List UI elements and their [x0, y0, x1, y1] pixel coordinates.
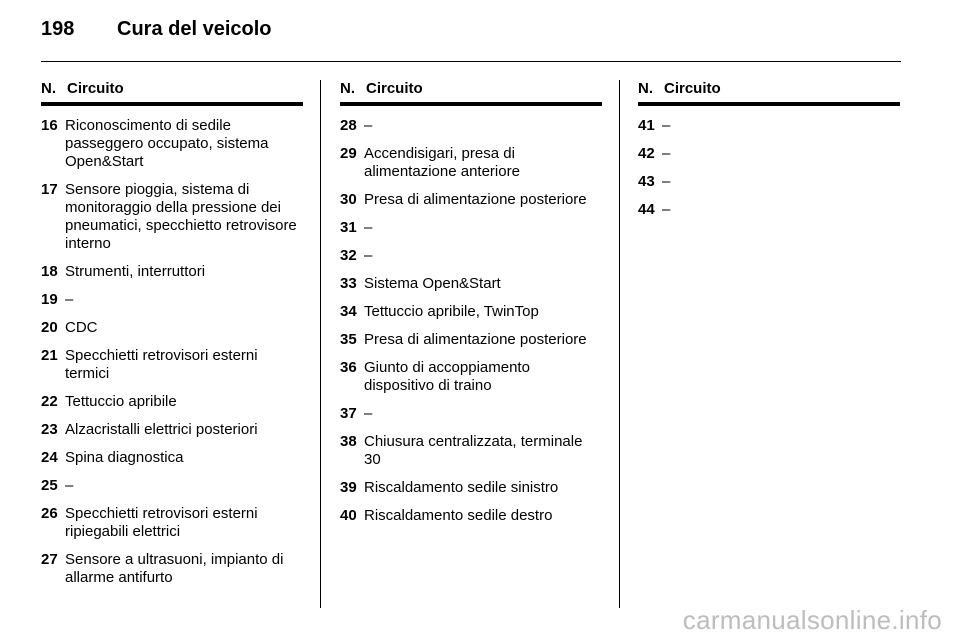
fuse-number: 30 — [340, 191, 357, 208]
fuse-number: 24 — [41, 449, 58, 466]
circuit-description: Strumenti, interruttori — [65, 263, 206, 280]
header-number-label: N. — [638, 80, 653, 97]
circuit-description: Specchietti retrovisori esterni ripiegabili elettrici — [65, 505, 258, 540]
fuse-column-1 — [41, 80, 303, 597]
fuse-number: 27 — [41, 551, 58, 568]
circuit-description: – — [662, 201, 671, 218]
circuit-description: Chiusura centralizzata, terminale 30 — [364, 433, 583, 468]
fuse-row — [638, 201, 900, 219]
fuse-row — [41, 319, 303, 337]
circuit-description: – — [364, 219, 373, 236]
fuse-row — [41, 117, 303, 171]
fuse-number: 41 — [638, 117, 655, 134]
circuit-description: Riscaldamento sedile destro — [364, 507, 553, 524]
circuit-description: CDC — [65, 319, 98, 336]
fuse-number: 22 — [41, 393, 58, 410]
fuse-row — [340, 507, 602, 525]
fuse-row — [340, 117, 602, 135]
fuse-number: 28 — [340, 117, 357, 134]
fuse-row — [340, 405, 602, 423]
column-divider-1 — [320, 80, 321, 608]
fuse-row — [340, 479, 602, 497]
fuse-number: 17 — [41, 181, 58, 198]
fuse-number: 36 — [340, 359, 357, 376]
page-header — [41, 18, 272, 48]
circuit-description: Riconoscimento di sedile passeggero occupato, sistema Open&Start — [65, 117, 269, 170]
fuse-row — [340, 359, 602, 395]
header-number-label: N. — [41, 80, 56, 97]
fuse-number: 18 — [41, 263, 58, 280]
circuit-description: Presa di alimentazione posteriore — [364, 191, 587, 208]
fuse-row — [41, 551, 303, 587]
fuse-number: 33 — [340, 275, 357, 292]
fuse-number: 29 — [340, 145, 357, 162]
fuse-number: 26 — [41, 505, 58, 522]
table-header — [340, 80, 602, 106]
fuse-number: 37 — [340, 405, 357, 422]
fuse-row — [638, 173, 900, 191]
fuse-number: 25 — [41, 477, 58, 494]
circuit-description: Alzacristalli elettrici posteriori — [65, 421, 258, 438]
circuit-description: – — [662, 173, 671, 190]
header-circuit-label: Circuito — [366, 80, 423, 97]
circuit-description: Sensore pioggia, sistema di monitoraggio della pressione dei pneumatici, specchietto retrovisore interno — [65, 181, 297, 252]
circuit-description: Spina diagnostica — [65, 449, 184, 466]
circuit-description: – — [364, 405, 373, 422]
fuse-row — [41, 449, 303, 467]
fuse-number: 39 — [340, 479, 357, 496]
circuit-description: – — [662, 145, 671, 162]
circuit-description: Presa di alimentazione posteriore — [364, 331, 587, 348]
fuse-row — [41, 291, 303, 309]
fuse-row — [340, 145, 602, 181]
header-circuit-label: Circuito — [67, 80, 124, 97]
header-circuit-label: Circuito — [664, 80, 721, 97]
fuse-row — [41, 181, 303, 253]
fuse-row — [41, 263, 303, 281]
fuse-number: 43 — [638, 173, 655, 190]
circuit-description: – — [65, 477, 74, 494]
fuse-row — [638, 117, 900, 135]
fuse-row — [41, 347, 303, 383]
table-header — [638, 80, 900, 106]
fuse-number: 16 — [41, 117, 58, 134]
circuit-description: – — [662, 117, 671, 134]
page-title: Cura del veicolo — [117, 18, 272, 40]
circuit-description: Riscaldamento sedile sinistro — [364, 479, 559, 496]
fuse-row — [340, 219, 602, 237]
watermark: carmanualsonline.info — [682, 605, 942, 635]
fuse-row — [340, 191, 602, 209]
fuse-column-2 — [340, 80, 602, 535]
fuse-number: 42 — [638, 145, 655, 162]
table-header — [41, 80, 303, 106]
fuse-row — [638, 145, 900, 163]
fuse-number: 20 — [41, 319, 58, 336]
fuse-number: 38 — [340, 433, 357, 450]
circuit-description: – — [364, 117, 373, 134]
circuit-description: – — [364, 247, 373, 264]
fuse-row — [340, 247, 602, 265]
circuit-description: Tettuccio apribile, TwinTop — [364, 303, 539, 320]
fuse-number: 34 — [340, 303, 357, 320]
fuse-row — [340, 331, 602, 349]
header-number-label: N. — [340, 80, 355, 97]
circuit-description: Accendisigari, presa di alimentazione anteriore — [364, 145, 520, 180]
fuse-number: 35 — [340, 331, 357, 348]
fuse-number: 32 — [340, 247, 357, 264]
circuit-description: – — [65, 291, 74, 308]
circuit-description: Sistema Open&Start — [364, 275, 501, 292]
fuse-row — [340, 303, 602, 321]
fuse-number: 23 — [41, 421, 58, 438]
fuse-row — [340, 433, 602, 469]
fuse-row — [41, 393, 303, 411]
fuse-row — [41, 477, 303, 495]
fuse-number: 21 — [41, 347, 58, 364]
fuse-row — [41, 421, 303, 439]
fuse-number: 31 — [340, 219, 357, 236]
circuit-description: Sensore a ultrasuoni, impianto di allarme antifurto — [65, 551, 284, 586]
fuse-row — [340, 275, 602, 293]
page-number: 198 — [41, 18, 75, 40]
fuse-number: 19 — [41, 291, 58, 308]
circuit-description: Specchietti retrovisori esterni termici — [65, 347, 258, 382]
fuse-row — [41, 505, 303, 541]
fuse-number: 40 — [340, 507, 357, 524]
header-divider — [41, 61, 901, 62]
fuse-column-3 — [638, 80, 900, 229]
circuit-description: Tettuccio apribile — [65, 393, 177, 410]
circuit-description: Giunto di accoppiamento dispositivo di traino — [364, 359, 530, 394]
column-divider-2 — [619, 80, 620, 608]
fuse-number: 44 — [638, 201, 655, 218]
